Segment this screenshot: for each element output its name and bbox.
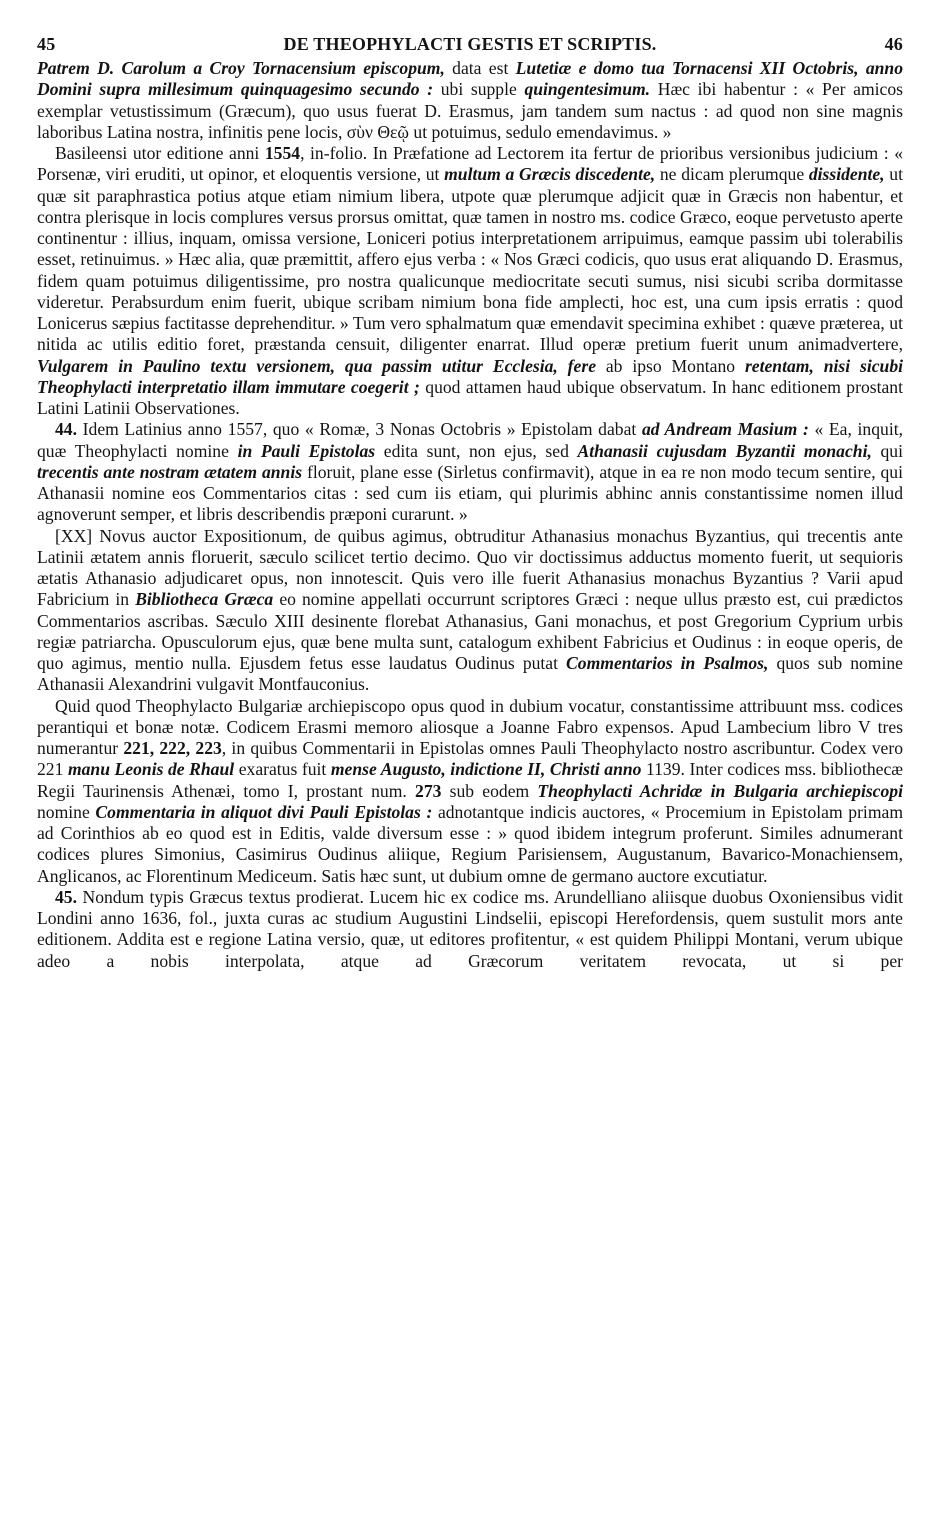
text-run: sub eodem (441, 780, 538, 801)
text-run: , in-folio. In Præfatione ad Lectorem ita fertur de prioribus versionibus judicium : « Porsenæ, viri eruditi, ut opinor, et eloquentis versione, ut (37, 143, 903, 185)
emphasis-run: Commentarios in Psalmos, (566, 653, 769, 673)
emphasis-run: in Pauli Epistolas (237, 440, 376, 461)
text-run: quos sub nomine Athanasii Alexandrini vulgavit Montfauconius. (37, 653, 903, 695)
bold-run: 273 (415, 780, 442, 801)
text-run: Hæc ibi habentur : « Per amicos exemplar vetustissimum (Græcum), quo usus fuerat D. Erasmus, jam tandem sum nactus : ad quod non sine magnis laboribus Latina nostra, infinitis pene locis, σὺν Θεῷ ut potuimus, sedulo emendavimus. » (37, 79, 903, 142)
emphasis-run: retentam, nisi sicubi Theophylacti interpretatio illam immutare coegerit ; (37, 355, 903, 397)
emphasis-run: Patrem D. Carolum a Croy Tornacensium episcopum, (37, 58, 445, 78)
page-number-left: 45 (37, 34, 56, 54)
emphasis-run: Lutetiæ e domo tua Tornacensi XII Octobris, anno Domini supra millesimum quinquagesimo secundo : (37, 58, 903, 100)
emphasis-run: trecentis ante nostram ætatem annis (37, 461, 303, 482)
paragraph-p5 (37, 696, 903, 887)
bold-run: 1554 (264, 143, 301, 163)
emphasis-run: Athanasii cujusdam Byzantii monachi, (577, 440, 872, 461)
bold-run: 44. (55, 419, 77, 440)
emphasis-run: multum a Græcis discedente, (444, 164, 656, 185)
paragraph-p2 (37, 143, 903, 419)
emphasis-run: Commentaria in aliquot divi Pauli Epistolas : (95, 801, 433, 822)
text-run: ab ipso Montano (596, 355, 745, 376)
body-text (37, 58, 903, 972)
text-run: Nondum typis Græcus textus prodierat. Lucem hic ex codice ms. Arundelliano aliisque duobus Oxoniensibus vidit Londini anno 1636, fol., juxta curas ac studium Augustini Lindselii, episcopi Herefordensis, quem sustulit mors ante editionem. Addita est e regione Latina versio, quæ, ut editores profitentur, « est quidem Philippi Montani, verum ubique adeo a nobis interpolata, atque ad Græcorum veritatem revocata, ut si per (37, 886, 903, 971)
text-run: ubi supple (433, 79, 525, 100)
paragraph-p6 (37, 887, 903, 972)
paragraph-p3 (37, 419, 903, 525)
text-run: quod attamen haud ubique observatum. In hanc editionem prostant Latini Latinii Observationes. (37, 376, 903, 418)
text-run: Basileensi utor editione anni (55, 143, 265, 163)
text-run: data est (444, 58, 516, 78)
text-run: eo nomine appellati occurrunt scriptores Græci : neque ullus præsto est, cui prædictos Commentarios ascribas. Sæculo XIII desinente florebat Athanasius, Gani monachus, et post Gregorium Cyprium urbis regiæ patriarcha. Opusculorum ejus, quæ bene multa sunt, catalogum exhibent Fabricius et Oudinus : in eoque operis, de quo agimus, mentio nulla. Ejusdem fetus esse laudatus Oudinus putat (37, 589, 904, 673)
document-page (37, 34, 903, 972)
text-run: adnotantque indicis auctores, « Procemium in Epistolam primam ad Corinthios ab eo quod est in Editis, valde diversum esse : » quod ibidem integrum proferunt. Similes adnumerant codices plures Simonius, Casimirus Oudinus aliique, Regium Parisiensem, Augustanum, Bavarico-Monachiensem, Anglicanos, ac Florentinum Mediceum. Satis hæc sunt, ut dubium omne de germano auctore excutiatur. (37, 801, 903, 886)
text-run: , in quibus Commentarii in Epistolas omnes Pauli Theophylacto nostro ascribuntur. Codex vero 221 (37, 738, 903, 780)
text-run: ne dicam plerumque (655, 164, 809, 185)
text-run: 1139. Inter codices mss. bibliothecæ Regii Taurinensis Athenæi, tomo I, prostant num. (37, 759, 903, 801)
text-run: ut quæ sit paraphrastica potius atque etiam nimium libera, utpote quæ plerumque adjicit quæ in Græcis non habentur, et contra plerisque in locis complures versus prorsus omittat, quæ tamen in nostro ms. codice Græco, eoque pervetusto aperte continentur : illius, inquam, omissa versione, Loniceri potius interpretationem arripuimus, eamque passim ubi tolerabilis esset, retinuimus. » Hæc alia, quæ præmittit, affero ejus verba : « Nos Græci codicis, quo usus erat aliquando D. Erasmus, fidem quam potuimus diligentissime, pro nostra qualicunque mediocritate secuti sumus, nisi sicubi scriba dormitasse videretur. Perabsurdum enim fuerit, ubique scribam nimium bona fide amplecti, hoc est, una cum ipsis erratis : quod Lonicerus sæpius factitasse deprehenditur. » Tum vero sphalmatum quæ emendavit specimina exhibet : quæve præterea, ut nitida ac utilis editio foret, præstanda censuit, diligenter enarrat. Illud operæ pretium fuerit unum animadvertere, (37, 164, 903, 355)
text-run: [XX] Novus auctor Expositionum, de quibus agimus, obtruditur Athanasius monachus Byzantius, qui trecentis ante Latinii ætatem annis floruerit, sæculo scilicet tertio decimo. Quo vir doctissimus adductus momento fuerit, ut sequioris ætatis Athanasio adjudicaret opus, non innotescit. Quis vero ille fuerit Athanasius monachus Byzantius ? Varii apud Fabricium in (37, 525, 903, 610)
page-number-right: 46 (884, 34, 903, 54)
emphasis-run: Bibliotheca Græca (135, 589, 274, 610)
running-header (37, 34, 903, 58)
text-run: Idem Latinius anno 1557, quo « Romæ, 3 Nonas Octobris » Epistolam dabat (77, 419, 642, 440)
text-run: nomine (37, 801, 96, 822)
text-run: qui (871, 440, 903, 461)
text-run: floruit, plane esse (Sirletus confirmavit), atque in ea re non modo tecum sentire, qui Athanasii nomine eos Commentarios citas : sed cum iis etiam, qui plurimis abhinc annis constantissime nomen illud agnoverunt semper, et libris describendis præponi curarunt. » (37, 461, 903, 525)
emphasis-run: mense Augusto, indictione II, Christi anno (330, 759, 642, 780)
bold-run: 221, 222, 223 (123, 738, 222, 758)
text-run: edita sunt, non ejus, sed (375, 440, 578, 461)
text-run: exaratus fuit (234, 759, 331, 780)
emphasis-run: manu Leonis de Rhaul (67, 759, 235, 780)
bold-run: 45. (55, 886, 77, 907)
emphasis-run: ad Andream Masium : (641, 419, 809, 440)
emphasis-run: dissidente, (808, 164, 885, 185)
text-run: Quid quod Theophylacto Bulgariæ archiepiscopo opus quod in dubium vocatur, constantissime attribuunt mss. codices perantiqui et bonæ notæ. Codicem Erasmi memoro aliosque a Joanne Fabro expensos. Apud Lambecium libro V tres numerantur (37, 695, 903, 758)
emphasis-run: quingentesimum. (524, 79, 651, 100)
paragraph-p1 (37, 58, 903, 143)
paragraph-p4 (37, 526, 903, 696)
emphasis-run: Vulgarem in Paulino textu versionem, qua passim utitur Ecclesia, fere (37, 355, 596, 376)
emphasis-run: Theophylacti Achridæ in Bulgaria archiepiscopi (537, 780, 903, 801)
running-title: DE THEOPHYLACTI GESTIS ET SCRIPTIS. (283, 34, 657, 54)
text-run: « Ea, inquit, quæ Theophylacti nomine (37, 419, 903, 461)
